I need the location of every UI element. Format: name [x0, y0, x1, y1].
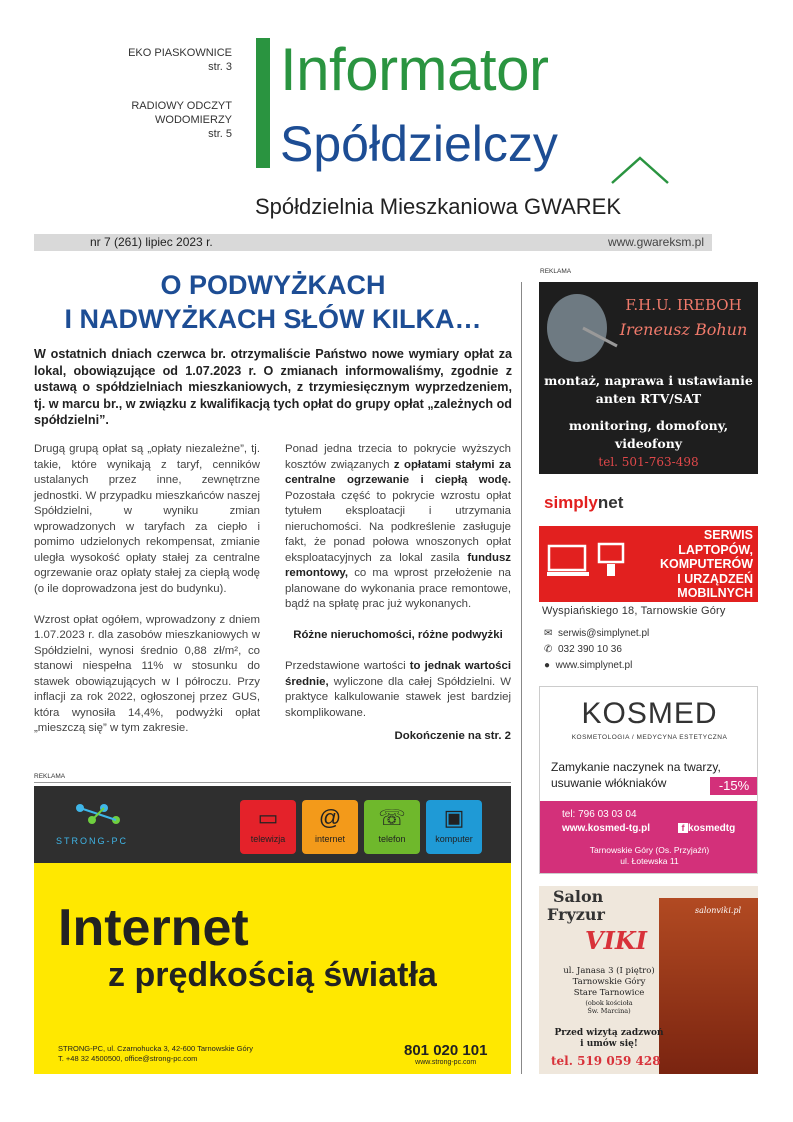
facebook-icon: f [678, 823, 688, 833]
pin-icon: ● [544, 660, 551, 671]
simplynet-banner [539, 526, 758, 602]
paragraph: Drugą grupą opłat są „opłaty niezależne”, tj. takie, które wynikają z taryf, cenników ustalanych przez inne, zewnętrzne jednostki. W przypadku mieszkańców naszej Spółdzielni, w wyniku zmian wprowadzonych w taryfach za ciepło i pomimo udzielonych rekompensat, zmianie uległa wysokość opłaty stałej za centralne ogrzewanie oraz opłaty stałej za ciepłą wodę (o ile doprowadzona jest do budynku). [34, 443, 260, 595]
headline-line1: O PODWYŻKACH [160, 270, 386, 300]
article-column-2 [285, 442, 511, 760]
strong-phone: 801 020 101 [404, 1042, 488, 1059]
article-column-1 [34, 442, 260, 752]
ireboh-phone: tel. 501-763-498 [598, 455, 699, 469]
ad-strong-header [34, 786, 511, 863]
issue-number: nr 7 (261) lipiec 2023 r. [90, 235, 213, 249]
strong-web: www.strong-pc.com [415, 1059, 477, 1066]
computer-icon: ▣ [443, 805, 465, 830]
teaser-title-line2: WODOMIERZY [155, 114, 232, 126]
ireboh-services-2: monitoring, domofony, videofony [568, 418, 729, 451]
masthead-title-line2: Spółdzielczy [280, 116, 558, 172]
strong-address: STRONG-PC, ul. Czarnohucka 3, 42-600 Tarnowskie Góry T. +48 32 4500500, office@strong-pc.com [58, 1044, 253, 1063]
paragraph: Ponad jedna trzecia to pokrycie wyższych kosztów związanych z opłatami stałymi za centralne ogrzewanie i ciepłą wodę. Pozostała część to pokrycie wzrostu opłat tytułem eksploatacji i utrzymania nieruchomości. Na podkreślenie zasługuje fakt, że ponad połowa wnoszonych opłat eksploatacyjnych za lokal zasila fundusz remontowy, co ma wprost przełożenie na planowane do wykonania prace remontowe, bądź na spłatę prac już wykonanych. [285, 443, 511, 610]
ad-salon-viki[interactable] [539, 886, 758, 1074]
strong-headline-2: z prędkością światła [108, 956, 437, 994]
teaser-title: EKO PIASKOWNICE [128, 47, 232, 59]
mail-icon: ✉ [544, 628, 553, 639]
ad-label: REKLAMA [540, 268, 572, 275]
masthead-title-line1: Informator [280, 36, 549, 103]
kosmed-facebook: f kosmedtg [678, 823, 735, 834]
strong-phone-block [404, 1042, 487, 1066]
service-phone: ☏ telefon [364, 800, 420, 854]
headline-line2: I NADWYŻKACH SŁÓW KILKA… [64, 304, 482, 334]
strong-headline-1: Internet [58, 899, 249, 957]
at-icon: @ [318, 805, 342, 830]
paragraph: Przedstawione wartości to jednak wartości średnie, wyliczone dla całej Spółdzielni. W praktyce kalkulowanie stawek jest bardziej skomplikowane. [285, 660, 511, 719]
viki-address: ul. Janasa 3 (I piętro) Tarnowskie Góry Stare Tarnowice (obok kościoła Św. Marcina) [563, 966, 655, 1015]
teaser-eko[interactable] [82, 46, 232, 74]
house-roof-icon [610, 155, 670, 185]
kosmed-address: Tarnowskie Góry (Os. Przyjaźń) ul. Łotewska 11 [589, 845, 710, 866]
simplynet-address: Wyspiańskiego 18, Tarnowskie Góry [542, 605, 726, 617]
paragraph: Wzrost opłat ogółem, wprowadzony z dniem 1.07.2023 r. dla zasobów mieszkaniowych w Spółdzielni, wynosi średnio 0,88 zł/m², co stanowi niespełna 11% w stosunku do stawek obowiązujących w I półroczu. Przy inflacji za rok 2022, ogłoszonej przez GUS, która wynosiła 14,4%, podwyżki opłat „mieszczą się” w tym zakresie. [34, 613, 260, 734]
ireboh-services: montaż, naprawa i ustawianie anten RTV/SAT [544, 373, 753, 406]
article-headline [34, 268, 512, 336]
ad-simplynet[interactable] [539, 487, 758, 674]
kosmed-discount: -15% [710, 777, 758, 795]
ireboh-owner: Ireneusz Bohun [619, 320, 748, 339]
service-internet: @ internet [302, 800, 358, 854]
service-tv: ▭ telewizja [240, 800, 296, 854]
service-computer: ▣ komputer [426, 800, 482, 854]
subheading: Różne nieruchomości, różne podwyżki [293, 629, 503, 641]
simplynet-contacts: ✉ serwis@simplynet.pl ✆ 032 390 10 36 ● www.simplynet.pl [544, 628, 650, 671]
phone-icon: ✆ [544, 644, 553, 655]
viki-name: VIKI [585, 926, 647, 955]
article-lead: W ostatnich dniach czerwca br. otrzymaliście Państwo nowe wymiary opłat za lokal, obowiązujące od 1.07.2023 r. O zmianach informowaliśmy, zgodnie z ustawą o spółdzielniach mieszkaniowych, z trzymiesięcznym wyprzedzeniem, tj. w marcu br., w związku z kwalifikacją tych opłat do grupy opłat „zależnych od spółdzielni”. [34, 347, 512, 427]
ad-ireboh[interactable] [539, 282, 758, 474]
kosmed-offer: Zamykanie naczynek na twarzy, usuwanie włókniaków [551, 760, 721, 790]
continued-link[interactable]: Dokończenie na str. 2 [394, 729, 511, 742]
teaser-page: str. 3 [208, 61, 232, 73]
teaser-odczyt[interactable] [82, 99, 232, 141]
simplynet-logo: simplynet [544, 493, 624, 512]
kosmed-logo: KOSMED [581, 697, 718, 730]
phone-icon: ☏ [378, 805, 406, 830]
simplynet-headline: SERWIS LAPTOPÓW, KOMPUTERÓW I URZĄDZEŃ MOBILNYCH [659, 528, 753, 600]
issue-bar [34, 234, 712, 251]
teaser-page: str. 5 [208, 128, 232, 140]
strong-logo-icon [74, 800, 124, 830]
viki-title: Salon Fryzur [547, 887, 605, 924]
viki-web: salonviki.pl [695, 906, 742, 915]
kosmed-phone: tel: 796 03 03 04 [562, 809, 637, 820]
tv-icon: ▭ [257, 805, 279, 830]
viki-phone: tel. 519 059 428 [551, 1054, 661, 1068]
kosmed-tagline: KOSMETOLOGIA / MEDYCYNA ESTETYCZNA [571, 734, 728, 741]
kosmed-footer [540, 801, 758, 874]
strong-brand: STRONG-PC [56, 836, 128, 846]
divider [34, 782, 511, 783]
column-divider [521, 282, 522, 1074]
publisher-name: Spółdzielnia Mieszkaniowa GWAREK [255, 194, 621, 219]
laptop-desktop-icon [547, 540, 627, 590]
website-link[interactable]: www.gwareksm.pl [607, 235, 704, 249]
ad-kosmed[interactable] [539, 686, 758, 874]
kosmed-web: www.kosmed-tg.pl [562, 823, 650, 834]
teaser-title-line1: RADIOWY ODCZYT [131, 100, 232, 112]
viki-cta: Przed wizytą zadzwoń i umów się! [554, 1028, 664, 1049]
logo-bar [256, 38, 270, 168]
ad-label: REKLAMA [34, 773, 66, 780]
ad-strong-pc[interactable] [34, 786, 511, 1074]
ireboh-name: F.H.U. IREBOH [625, 296, 742, 314]
